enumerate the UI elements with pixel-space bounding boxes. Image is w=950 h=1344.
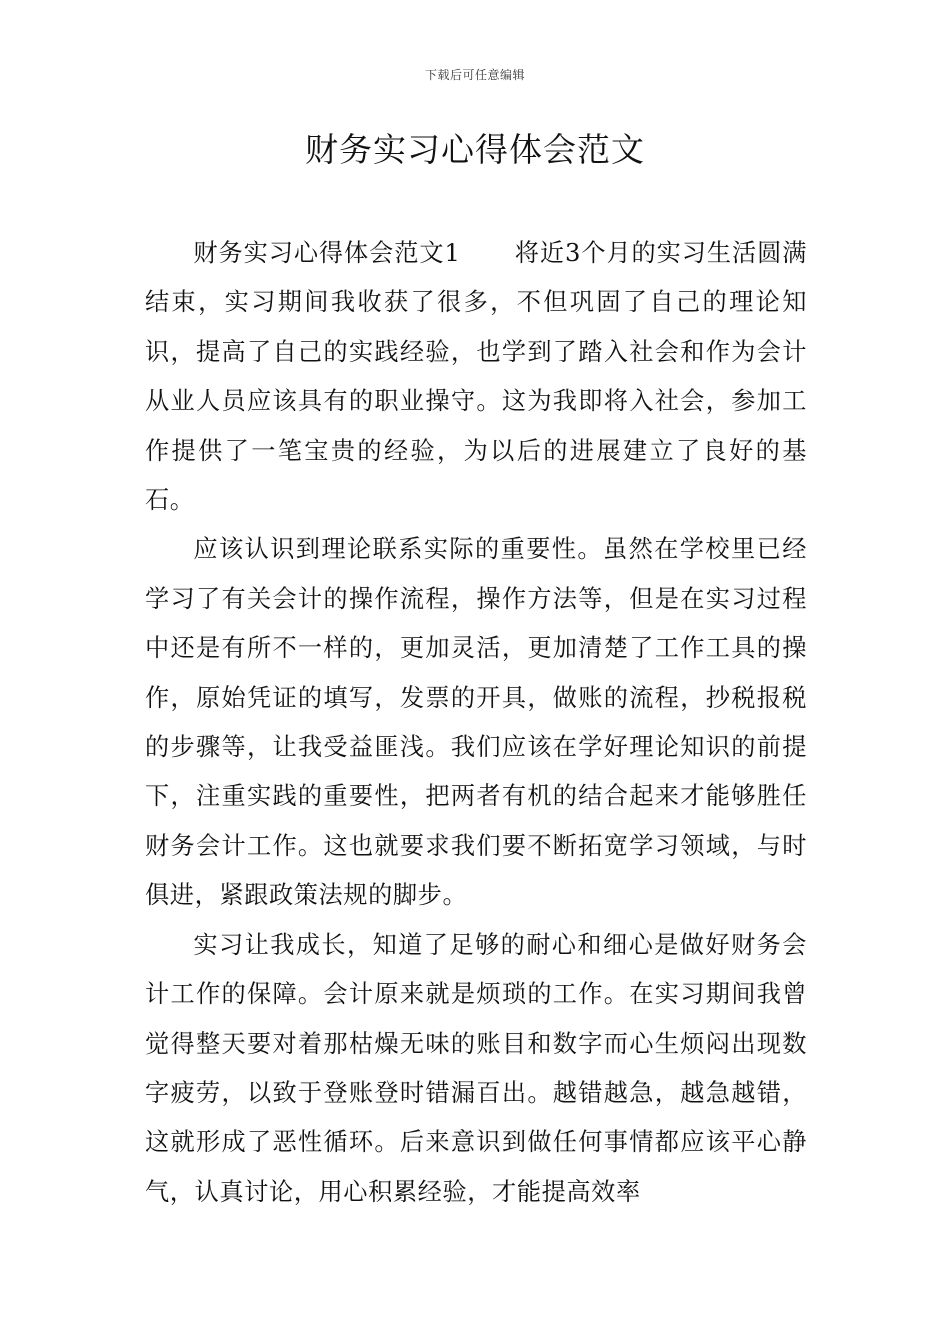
paragraph-1 [145, 229, 807, 525]
paragraph-3: 实习让我成长，知道了足够的耐心和细心是做好财务会计工作的保障。会计原来就是烦琐的工作。在实习期间我曾觉得整天要对着那枯燥无味的账目和数字而心生烦闷出现数字疲劳，以致于登账登时错漏百出。越错越急，越急越错，这就形成了恶性循环。后来意识到做任何事情都应该平心静气，认真讨论，用心积累经验，才能提高效率 [145, 930, 807, 1206]
paragraph-1-text: 将近3个月的实习生活圆满结束，实习期间我收获了很多，不但巩固了自己的理论知识，提高了自己的实践经验，也学到了踏入社会和作为会计从业人员应该具有的职业操守。这为我即将入社会，参加工作提供了一笔宝贵的经验，为以后的进展建立了良好的基石。 [145, 239, 807, 515]
paragraph-2: 应该认识到理论联系实际的重要性。虽然在学校里已经学习了有关会计的操作流程，操作方法等，但是在实习过程中还是有所不一样的，更加灵活，更加清楚了工作工具的操作，原始凭证的填写，发票的开具，做账的流程，抄税报税的步骤等，让我受益匪浅。我们应该在学好理论知识的前提下，注重实践的重要性，把两者有机的结合起来才能够胜任财务会计工作。这也就要求我们要不断拓宽学习领域，与时俱进，紧跟政策法规的脚步。 [145, 535, 807, 910]
document-title: 财务实习心得体会范文 [305, 130, 645, 169]
intro-label: 财务实习心得体会范文1 [193, 239, 461, 267]
header-note: 下载后可任意编辑 [424, 68, 525, 82]
document-body [145, 229, 807, 1217]
